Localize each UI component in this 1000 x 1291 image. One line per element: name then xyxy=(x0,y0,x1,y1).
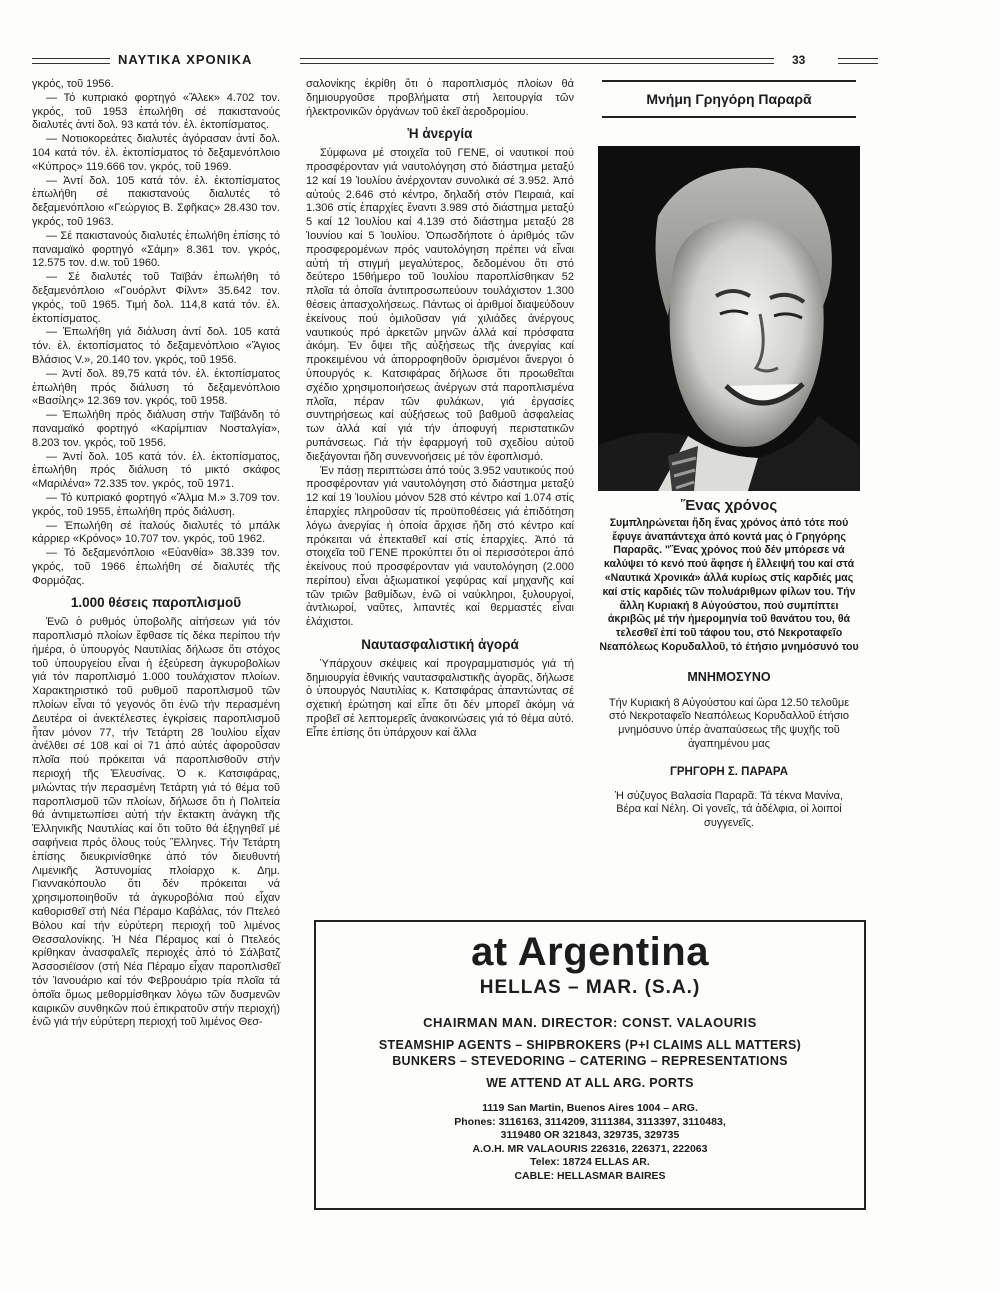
memorial-service-text: Τήν Κυριακή 8 Αὐγούστου καί ὥρα 12.50 τελοῦμε στό Νεκροταφεῖο Νεαπόλεως Κορυδαλλοῦ ἐτήσιο μνημόσυνο ὑπέρ ἀναπαύσεως τῆς ψυχῆς τοῦ ἀγαπημένου μας xyxy=(608,696,850,750)
ad-headline: at Argentina xyxy=(471,930,709,974)
memorial-column xyxy=(593,78,865,831)
subheading-unemployment: Ἡ ἀνεργία xyxy=(407,126,473,142)
ad-phones-2: 3119480 OR 321843, 329735, 329735 xyxy=(500,1129,680,1141)
ad-cable: CABLE: HELLASMAR BAIRES xyxy=(514,1169,666,1182)
subheading-parking: 1.000 θέσεις παροπλισμοῦ xyxy=(70,595,242,611)
portrait-illustration xyxy=(598,146,860,491)
memorial-title: Μνήμη Γρηγόρη Παραρᾶ xyxy=(602,80,856,118)
deceased-name: ΓΡΗΓΟΡΗ Σ. ΠΑΡΑΡΑ xyxy=(669,765,789,778)
paragraph: — Ἀντί δολ. 105 κατά τόν. ἐλ. ἐκτοπίσματος ἐπωλήθη σέ πακιστανούς διαλυτές τό δεξαμενόπλοιο «Γεώργιος Β. Σφῆκας» 28.430 τον. γκρός, τοῦ 1963. xyxy=(32,174,280,228)
subheading-marine-insurance: Ναυτασφαλιστική ἀγορά xyxy=(361,637,519,653)
ad-telex: Telex: 18724 ELLAS AR. xyxy=(530,1156,650,1168)
ad-chairman: CHAIRMAN MAN. DIRECTOR: CONST. VALAOURIS xyxy=(423,1015,757,1030)
ad-phones-1: Phones: 3116163, 3114209, 3111384, 3113397, 3110483, xyxy=(454,1115,726,1128)
column-1 xyxy=(32,78,280,1030)
paragraph: — Νοτιοκορεάτες διαλυτές ἀγόρασαν ἀντί δολ. 104 κατά τόν. ἐλ. ἐκτοπίσματος τό δεξαμενόπλοιο «Κύπρος» 119.666 τον. γκρός, τοῦ 1969. xyxy=(32,133,280,173)
ad-aoh: A.O.H. MR VALAOURIS 226316, 226371, 222063 xyxy=(472,1142,708,1155)
paragraph: Ὑπάρχουν σκέψεις καί προγραμματισμός γιά τή δημιουργία ἐθνικής ναυτασφαλιστικῆς ἀγορᾶς, δήλωσε ὁ ὑπουργός Ναυτιλίας κ. Κατσιφάρας ἀπαντώντας σέ σχετική ἐρώτηση καί εἶπε ὅτι δέν μπορεῖ ἀκόμη νά προβεῖ σέ λεπτομερεῖς ἀνακοινώσεις γιά τό θέμα αὐτό. Εἶπε ἐπίσης ὅτι ὑπάρχουν καί ἄλλα xyxy=(306,657,574,739)
paragraph: Ἐνῶ ὁ ρυθμός ὑποβολῆς αἰτήσεων γιά τόν παροπλισμό πλοίων ἔφθασε τίς δέκα περίπου τήν ἡμέρα, ὁ ὑπουργός Ναυτιλίας δήλωσε ὅτι στόχος τοῦ ὑπουργείου εἶναι ἡ ἐξεύρεση ἀγκυροβολίων γιά τόν παροπλισμό 1.000 τουλάχιστον πλοίων. Χαρακτηριστικό τοῦ ρυθμοῦ παροπλισμοῦ τῶν πλοίων εἶναι τό γεγονός ὅτι ἐνῶ τήν περασμένη Δευτέρα οἱ ἀνεκτέλεστες ἐγκρίσεις παροπλισμοῦ ἦταν μόνον 77, τήν Τετάρτη 28 Ἰουλίου εἶχαν ἀνέλθει σέ 108 καί οἱ 71 ἀπό αὐτές ἀφοροῦσαν πλοῖα πού πρόκειται νά παροπλισθοῦν στήν περιοχή τῆς Ἐλευσίνας. Ὁ κ. Κατσιφάρας, μιλώντας τήν περασμένη Τετάρτη γιά τό θέμα τοῦ παροπλισμοῦ τῶν πλοίων, δήλωσε ὅτι ἡ Πολιτεία θά ἀντιμετωπίσει αὐτή τήν ἔκτακτη ἀνάγκη τῆς Ἑλληνικῆς Ναυτιλίας καί ὅτι τοῦτο θά ἐξηγηθεῖ μέ σαφήνεια πρός ὅλους τούς Ἕλληνες. Τήν Τετάρτη ἐπίσης διευκρινίσθηκε ἀπό τόν διευθυντή Λιμενικῆς Ἀστυνομίας πλοίαρχο κ. Δημ. Γιαννακόπουλο ὅτι δέν πρόκειται νά χρησιμοποιηθοῦν τά ἀγκυροβόλια πού εἶχαν καθορισθεῖ στή Νέα Πέραμο Καβάλας, τόν Πτελεό Βόλου καί τήν εὐρύτερη περιοχή τοῦ λιμένος Θεσσαλονίκης. Ἡ Νέα Πέραμος καί ὁ Πτελεός κρίθηκαν ἀνασφαλεῖς περιοχές ἀπό τό Σάλβατζ Ἀσσοσιέϊσον (στή Νέα Πέραμο εἶχαν παροπλισθεῖ τόν Ἰανουάριο καί τόν Φεβρουάριο τρία πλοῖα τά ὁποῖα ὅμως μεθορμίσθηκαν λόγω τῶν δυσμενῶν καιρικῶν συνθηκῶν πού ἐπικρατοῦν στήν περιοχή) ἐνῶ γιά τήν εὐρύτερη περιοχή τοῦ λιμένος Θεσ- xyxy=(32,616,280,1029)
paragraph: Ἐν πάσῃ περιπτώσει ἀπό τούς 3.952 ναυτικούς πού προσφέρονταν γιά ναυτολόγηση στό διάστημα μεταξύ 12 καί 19 Ἰουλίου μόνον 528 στό κέντρο καί 1.074 στίς ἐπαρχίες πληροῦσαν τίς προϋποθέσεις γιά ἐπιδότηση λόγω ἀνεργίας ἡ ὁποία ἄρχισε ἤδη στό κέντρο καί πρόκειται νά ἐπεκταθεῖ καί στίς ἐπαρχίες. Ἀπό τά στοιχεῖα τοῦ ΓΕΝΕ προκύπτει ὅτι οἱ περισσότεροι ἀπό ἐκείνους πού προσφέρονταν γιά ναυτολόγηση (2.000 περίπου) εἶναι ἀξιωματικοί γεφύρας καί μηχανῆς καί τῶν τριῶν βαθμίδων, ἐνῶ οἱ ναύκληροι, ξυλουργοί, ἀντλιωροί, ναῦτες, λιπαντές καί θερμαστές εἶναι ἐλάχιστοι. xyxy=(306,464,574,629)
paragraph: — Σέ διαλυτές τοῦ Ταϊβάν ἐπωλήθη τό δεξαμενόπλοιο «Γουόρλντ Φίλντ» 35.642 τον. γκρός, τοῦ 1965. Τιμή δολ. 114,8 κατά τόν. ἐλ. ἐκτοπίσματος. xyxy=(32,271,280,325)
ad-ports: WE ATTEND AT ALL ARG. PORTS xyxy=(486,1076,694,1090)
ad-address: 1119 San Martin, Buenos Aires 1004 – ARG. xyxy=(482,1102,698,1114)
paragraph: — Ἐπωλήθη γιά διάλυση ἀντί δολ. 105 κατά τόν. ἐλ. ἐκτοπίσματος τό δεξαμενόπλοιο «Ἅγιος Βλάσιος V.», 20.140 τον. γκρός, τοῦ 1956. xyxy=(32,326,280,366)
paragraph: — Ἀντί δολ. 89,75 κατά τόν. ἐλ. ἐκτοπίσματος ἐπωλήθη πρός διάλυση τό δεξαμενόπλοιο «Βασίλης» 12.369 τον. γκρός, τοῦ 1958. xyxy=(32,367,280,408)
page-number: 33 xyxy=(792,53,806,67)
caption-title: Ἕνας χρόνος xyxy=(680,497,778,514)
memorial-service-heading: ΜΝΗΜΟΣΥΝΟ xyxy=(687,669,771,684)
paragraph: — Τό δεξαμενόπλοιο «Εὐανθία» 38.339 τον. γκρός, τοῦ 1966 ἐπωλήθη σέ διαλυτές τῆς Φορμόζας. xyxy=(32,547,280,587)
ad-services-1: STEAMSHIP AGENTS – SHIPBROKERS (P+I CLAIMS ALL MATTERS) xyxy=(378,1038,802,1052)
magazine-title: ΝΑΥΤΙΚΑ ΧΡΟΝΙΚΑ xyxy=(118,52,253,67)
ad-services-2: BUNKERS – STEVEDORING – CATERING – REPRESENTATIONS xyxy=(392,1054,788,1068)
memorial-caption: Συμπληρώνεται ἤδη ἕνας χρόνος ἀπό τότε πού ἔφυγε ἀναπάντεχα ἀπό κοντά μας ὁ Γρηγόρης Παραρᾶς. "Ἕνας χρόνος πού δέν μπόρεσε νά καλύψει τό κενό πού ἄφησε ἡ ἔλλειψή του καί στά «Ναυτικά Χρονικά» ἀλλά κυρίως στίς καρδιές μας καί στίς καρδιές τῶν πολυάριθμων φίλων του. Τήν ἄλλη Κυριακή 8 Αὐγούστου, πού συμπίπτει ἀκριβῶς μέ τήν ἡμερομηνία τοῦ θανάτου του, θά τελεσθεῖ ἐπί τοῦ τάφου του, στό Νεκροταφεῖο Νεαπόλεως Κορυδαλλοῦ, τό ἐτήσιο μνημόσυνό του xyxy=(599,516,859,653)
paragraph: — Ἐπωλήθη σέ ἰταλούς διαλυτές τό μπάλκ κάρριερ «Κρόνος» 10.707 τον. γκρός, τοῦ 1962. xyxy=(32,519,280,546)
header-rule-right xyxy=(838,58,878,64)
paragraph: Σύμφωνα μέ στοιχεῖα τοῦ ΓΕΝΕ, οἱ ναυτικοί πού προσφέρονταν γιά ναυτολόγηση στό διάστημα μεταξύ 12 καί 19 Ἰουλίου ἀνέρχονταν συνολικά σέ 3.952. Ἀπό αὐτούς 2.646 στό κέντρο, δηλαδή στόν Πειραιά, καί 1.306 στίς ἐπαρχίες ἔναντι 3.989 στό διάστημα μεταξύ 5 καί 12 Ἰουλίου καί 4.139 στό διάστημα μεταξύ 28 Ἰουνίου καί 5 Ἰουλίου. Ὁπωσδήποτε ὁ ἀριθμός τῶν προσφερομένων πρός ναυτολόγηση πρέπει νά εἶναι αὐτή τή στιγμή μεγαλύτερος, δεδομένου ὅτι στό δεύτερο 15θήμερο τοῦ Ἰουλίου παροπλίσθηκαν 52 πλοῖα τά ὁποῖα ἀντιπροσωπεύουν τουλάχιστον 1.300 θέσεις ἀπασχολήσεως. Πάντως οἱ ἀριθμοί διαψεύδουν ἐκείνους πού ὁμιλοῦσαν γιά χιλιάδες ἀνέργους ναυτικούς πρό ἀρκετῶν μηνῶν ἀλλά καί πρόσφατα ἀκόμη. Ἐν ὄψει τῆς αὐξήσεως τῆς ἀνεργίας καί προκειμένου νά ἀπορροφηθοῦν ὁρισμένοι ἄνεργοι ὁ ὑπουργός κ. Κατσιφάρας δήλωσε ὅτι προωθεῖται σχέδιο χρησιμοποιήσεως ἀνέργων στά παροπλισμένα πλοῖα, πέραν τῶν φυλάκων, γιά ἐργασίες συντηρήσεως καί αὐξήσεως τοῦ βαθμοῦ ἀσφαλείας των ἀλλά καί γιά τήν ἀποφυγή περιστατικῶν ρυπάνσεως. Γιά τήν ἐφαρμογή τοῦ σχεδίου αὐτοῦ διεξάγονται ἤδη συνεννοήσεις μέ τόν ἐφοπλισμό. xyxy=(306,147,574,463)
column-2 xyxy=(306,78,574,741)
family-list: Ἡ σύζυγος Βαλασία Παραρᾶ. Τά τέκνα Μανίνα, Βέρα καί Νέλη. Οἱ γονεῖς, τά ἀδέλφια, οἱ λοιποί συγγενεῖς. xyxy=(614,789,844,830)
paragraph: — Τό κυπριακό φορτηγό «Ἄλεκ» 4.702 τον. γκρός, τοῦ 1953 ἐπωλήθη σέ πακιστανούς διαλυτές ἀντί δολ. 93 κατά τόν. ἐλ. ἐκτοπίσματος. xyxy=(32,91,280,132)
page-header xyxy=(22,52,962,70)
paragraph: — Τό κυπριακό φορτηγό «Ἄλμα Μ.» 3.709 τον. γκρός, τοῦ 1955, ἐπωλήθη πρός διάλυση. xyxy=(32,491,280,518)
paragraph: σαλονίκης ἐκρίθη ὅτι ὁ παροπλισμός πλοίων θά δημιουργοῦσε προβλήματα στή λειτουργία τῶν ἠλεκτρονικῶν ὀργάνων τοῦ ἐκεῖ ἀεροδρομίου. xyxy=(306,78,574,118)
header-rule-middle xyxy=(300,58,774,64)
paragraph: — Ἀντί δολ. 105 κατά τόν. ἐλ. ἐκτοπίσματος, ἐπωλήθη πρός διάλυση τό μικτό σκάφος «Μαριλένα» 72.335 τον. γκρός, τοῦ 1971. xyxy=(32,450,280,491)
portrait-photo xyxy=(598,146,860,491)
paragraph: γκρός, τοῦ 1956. xyxy=(32,78,114,90)
header-rule-left xyxy=(32,58,110,64)
advertisement-box xyxy=(314,920,866,1210)
paragraph: — Σέ πακιστανούς διαλυτές ἐπωλήθη ἐπίσης τό παναμαϊκό φορτηγό «Σάμη» 8.361 τον. γκρός, 12.575 τον. d.w. τοῦ 1960. xyxy=(32,229,280,270)
ad-company: HELLAS – MAR. (S.A.) xyxy=(479,977,701,998)
paragraph: — Ἐπωλήθη πρός διάλυση στήν Ταϊβάνδη τό παναμαϊκό φορτηγό «Καρίμπιαν Νοσταλγία», 8.203 τον. γκρός, τοῦ 1956. xyxy=(32,409,280,449)
